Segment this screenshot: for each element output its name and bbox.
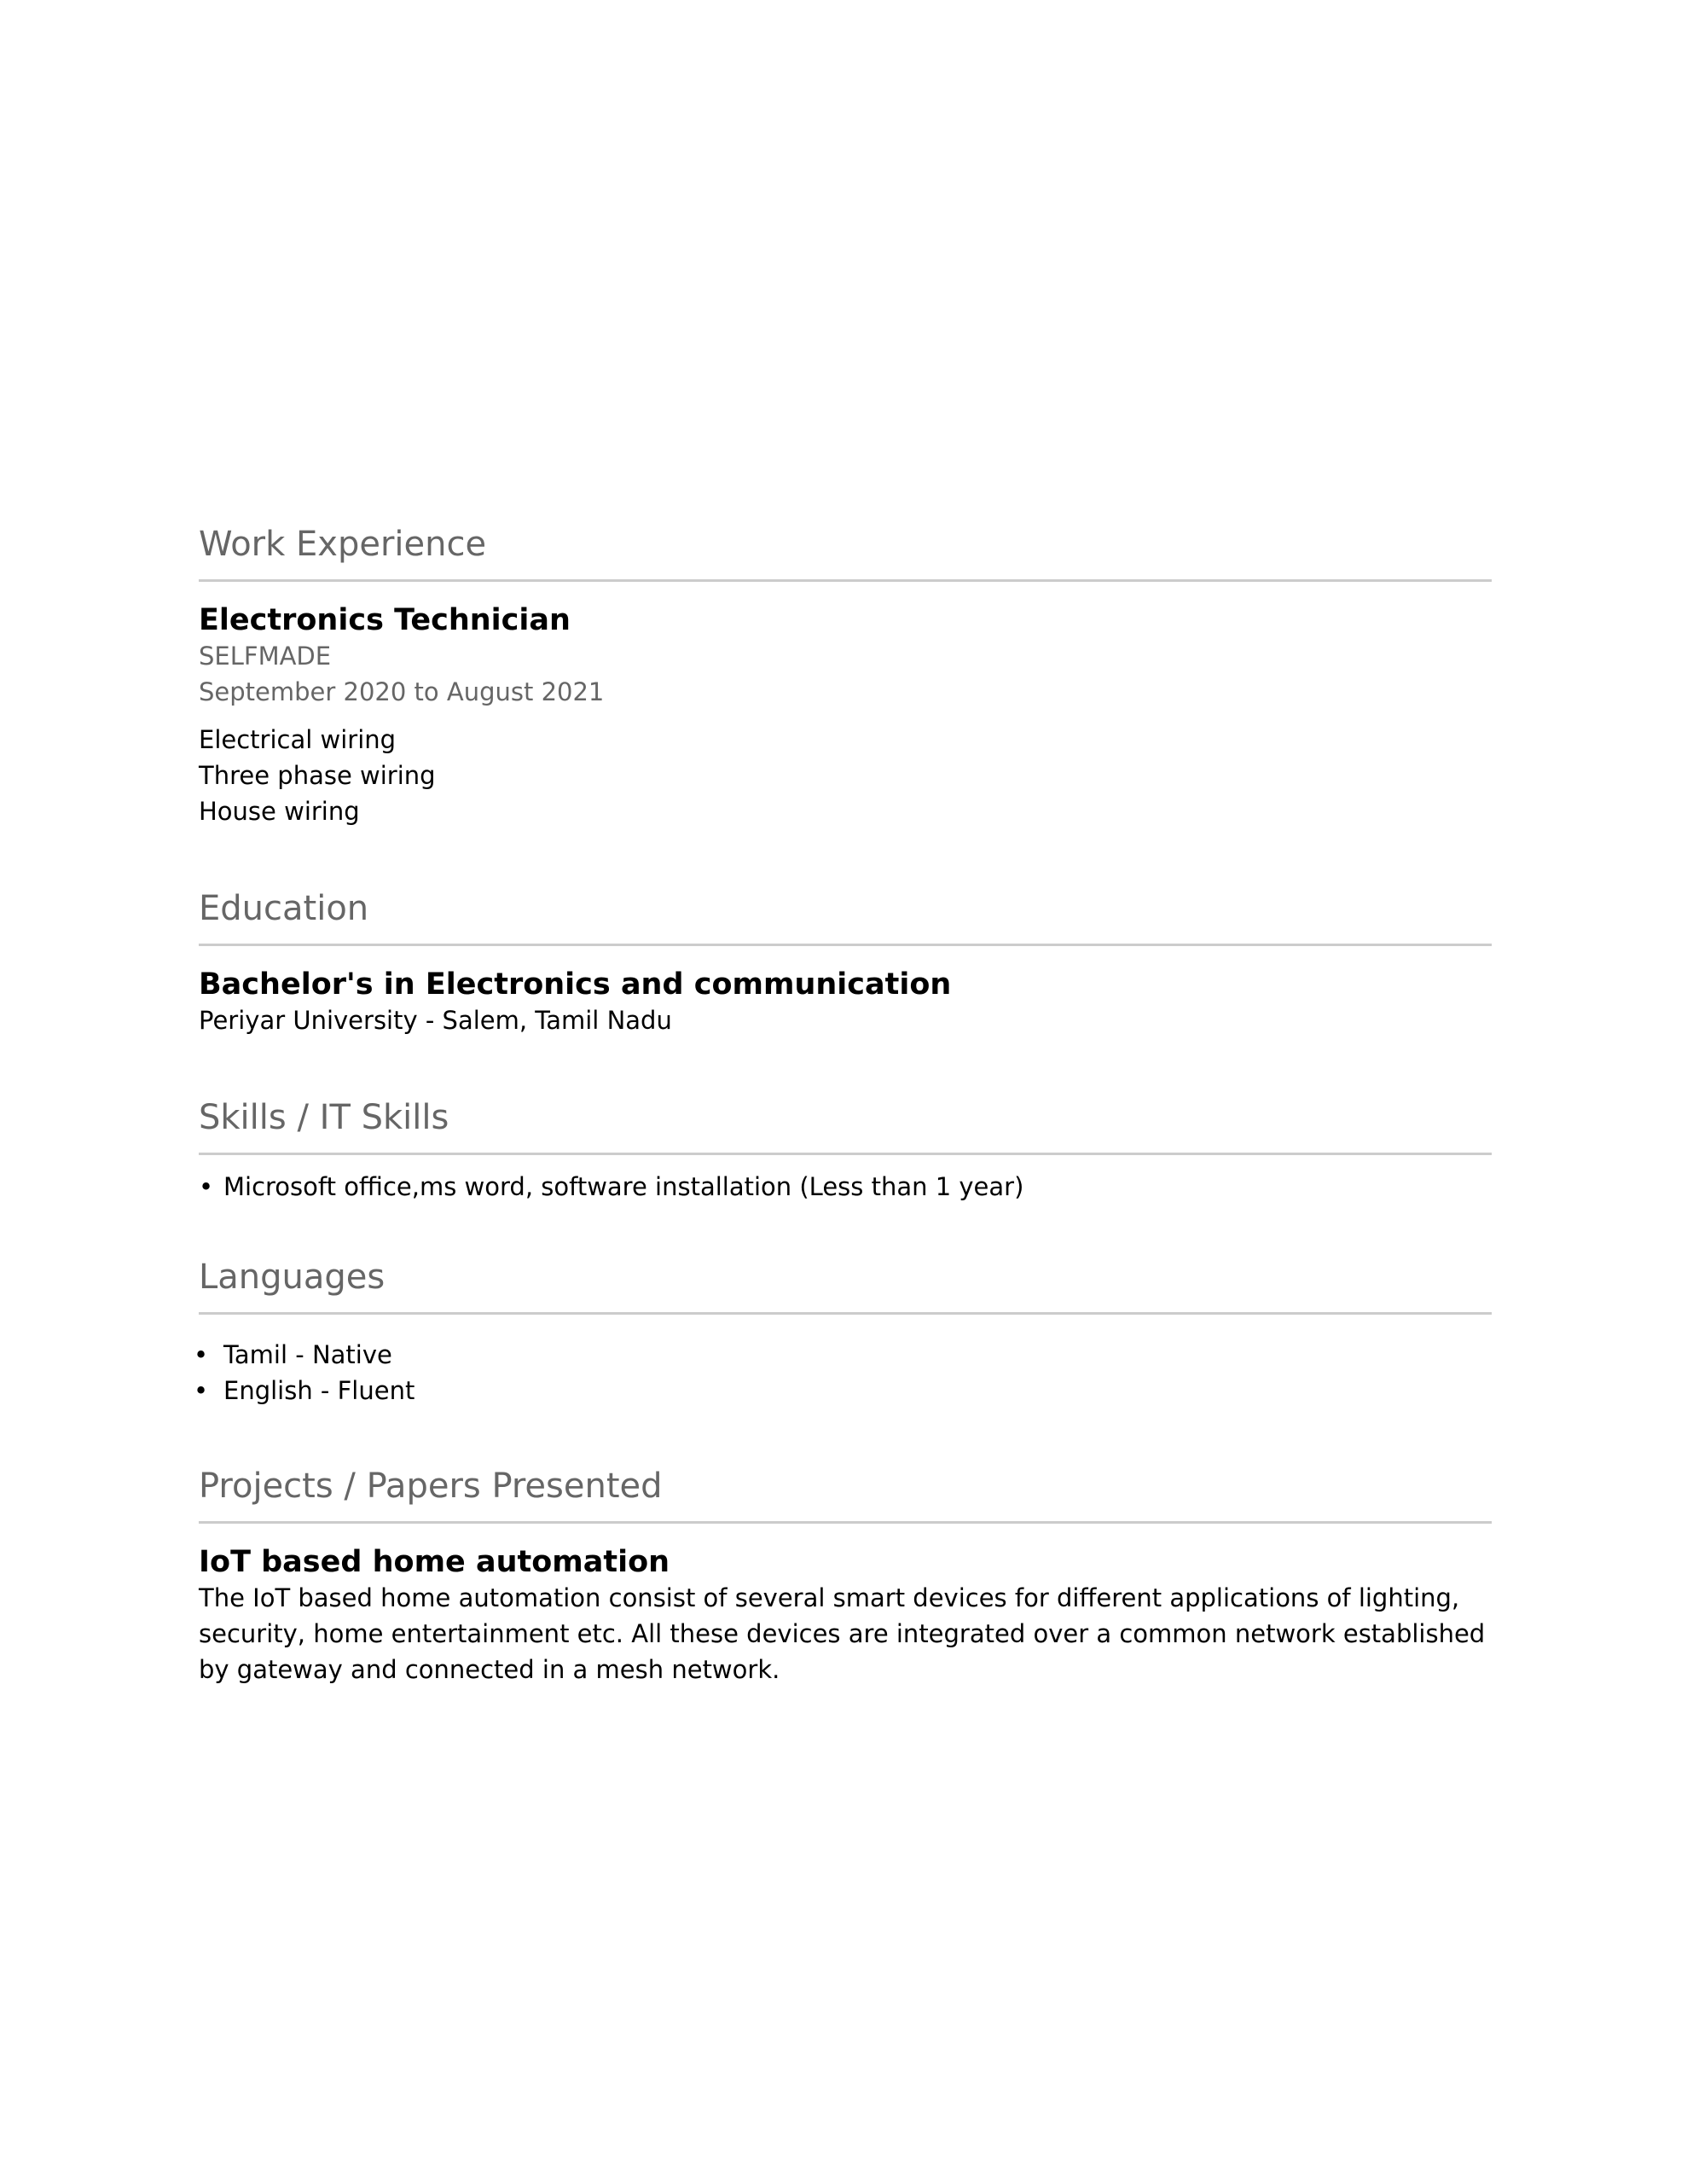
job-duty-line: House wiring — [199, 797, 360, 826]
work-experience-heading: Work Experience — [199, 516, 1492, 582]
list-item — [199, 1169, 1492, 1205]
school-name: Periyar University - Salem, Tamil Nadu — [199, 1006, 672, 1035]
bullet-icon: • — [199, 1172, 214, 1201]
project-description-line: security, home entertainment etc. All these devices are integrated over a common network established — [199, 1619, 1486, 1648]
job-duty-line: Three phase wiring — [199, 761, 436, 790]
bullet-icon: • — [194, 1340, 209, 1369]
projects-section — [199, 1458, 1492, 1687]
job-duties — [199, 722, 1492, 829]
work-experience-section — [199, 516, 1492, 829]
degree-title: Bachelor's in Electronics and communication — [199, 967, 952, 1002]
skills-list — [199, 1169, 1492, 1205]
project-description-line: by gateway and connected in a mesh network. — [199, 1655, 780, 1684]
project-title: IoT based home automation — [199, 1545, 670, 1579]
language-text: English - Fluent — [223, 1376, 415, 1405]
list-item — [194, 1373, 1492, 1409]
job-duty-line: Electrical wiring — [199, 725, 397, 754]
languages-list — [194, 1337, 1492, 1409]
education-heading: Education — [199, 880, 1492, 946]
language-text: Tamil - Native — [223, 1340, 392, 1369]
project-description-line: The IoT based home automation consist of several smart devices for different applications of lighting, — [199, 1583, 1460, 1612]
list-item — [194, 1337, 1492, 1373]
skill-text: Microsoft office,ms word, software installation (Less than 1 year) — [223, 1172, 1024, 1201]
skills-heading: Skills / IT Skills — [199, 1089, 1492, 1155]
education-section — [199, 880, 1492, 1038]
bullet-icon: • — [194, 1376, 209, 1405]
job-title: Electronics Technician — [199, 603, 571, 637]
languages-heading: Languages — [199, 1249, 1492, 1315]
job-dates: September 2020 to August 2021 — [199, 677, 605, 706]
languages-section — [194, 1249, 1492, 1409]
projects-heading: Projects / Papers Presented — [199, 1458, 1492, 1524]
company-name: SELFMADE — [199, 642, 332, 671]
resume-content — [194, 516, 1492, 1687]
skills-section — [199, 1089, 1492, 1205]
